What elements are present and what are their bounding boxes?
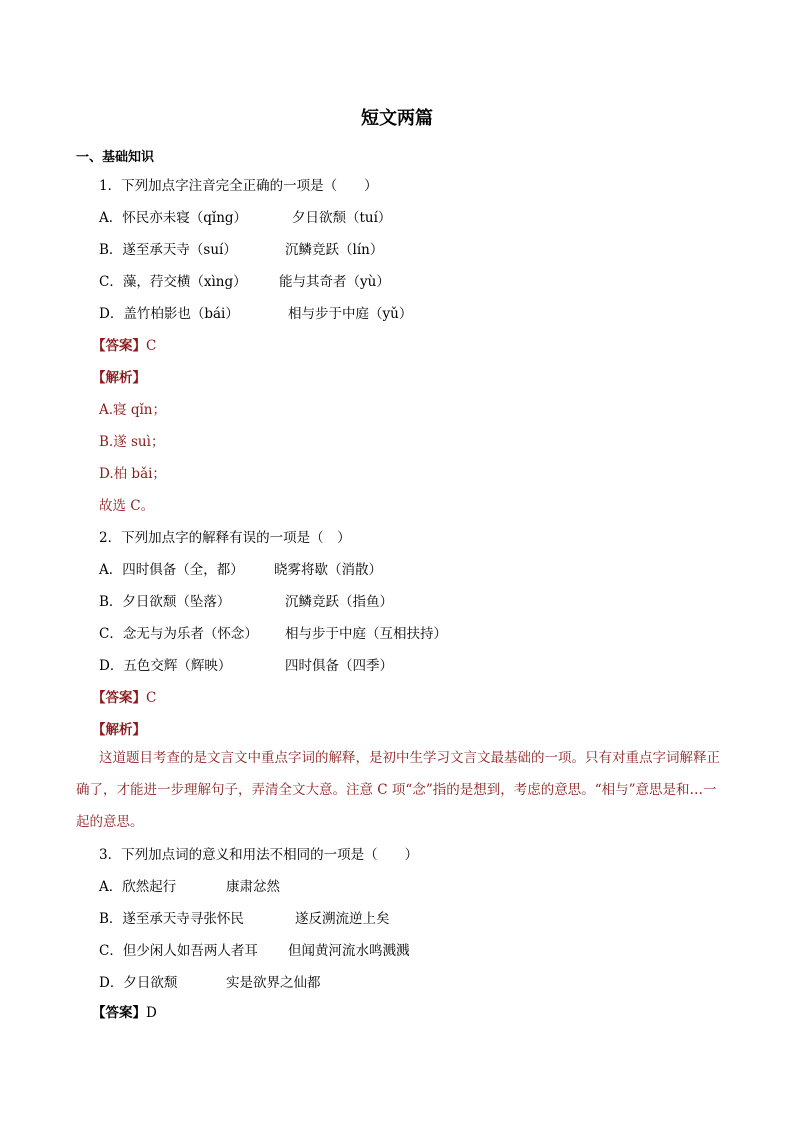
option-left: D．盖竹柏影也（bái） <box>99 306 239 322</box>
answer-value: C <box>146 690 157 706</box>
question-2-option-d <box>99 657 393 675</box>
option-right: 遂反溯流逆上矣 <box>295 911 390 927</box>
answer-label: 【答案】 <box>92 690 146 706</box>
question-1-analysis-line: 故选 C。 <box>99 498 155 514</box>
question-1-option-b <box>99 241 384 259</box>
question-3-option-b <box>99 910 390 928</box>
option-left: D．五色交辉（辉映） <box>99 658 232 674</box>
option-right: 晓雾将歇（消散） <box>274 562 382 578</box>
option-left: A．怀民亦未寝（qǐng） <box>99 210 248 226</box>
option-right: 四时俱备（四季） <box>285 658 393 674</box>
question-1-answer <box>92 337 156 355</box>
option-left: C．念无与为乐者（怀念） <box>99 626 258 642</box>
answer-value: C <box>146 338 157 354</box>
answer-label: 【答案】 <box>92 338 146 354</box>
answer-label: 【答案】 <box>92 1005 146 1021</box>
option-right: 相与步于中庭（互相扶持） <box>285 626 447 642</box>
question-2-stem: 2．下列加点字的解释有误的一项是（ ） <box>99 530 351 546</box>
question-2-option-a <box>99 561 382 579</box>
option-left: C．藻，荇交横（xìng） <box>99 274 247 290</box>
question-1-analysis-line: A.寝 qǐn； <box>99 402 166 418</box>
question-2-option-b <box>99 593 393 611</box>
question-1-analysis-line: D.柏 bǎi； <box>99 466 166 482</box>
question-3-answer <box>92 1004 157 1022</box>
question-2-option-c <box>99 625 447 643</box>
answer-value: D <box>146 1005 157 1021</box>
option-right: 相与步于中庭（yǔ） <box>288 306 413 322</box>
option-right: 沉鳞竞跃（指鱼） <box>285 594 393 610</box>
question-3-option-d <box>99 974 321 992</box>
question-2-analysis-paragraph: 这道题目考查的是文言文中重点字词的解释，是初中生学习文言文最基础的一项。只有对重点字词解释正确了，才能进一步理解句子，弄清全文大意。注意 C 项“念”指的是想到，考虑的意思。“相与”意思是和…一起的意思。 <box>76 750 720 830</box>
option-right: 夕日欲颓（tuí） <box>292 210 392 226</box>
option-left: B．夕日欲颓（坠落） <box>99 594 231 610</box>
option-left: A．欣然起行 <box>99 879 177 895</box>
question-1-option-c <box>99 273 390 291</box>
option-left: D．夕日欲颓 <box>99 975 178 991</box>
option-right: 实是欲界之仙都 <box>226 975 321 991</box>
question-2-answer <box>92 689 156 707</box>
question-1-analysis-line: B.遂 suì； <box>99 434 165 450</box>
question-3-option-c <box>99 942 410 960</box>
question-1-stem: 1．下列加点字注音完全正确的一项是（ ） <box>99 178 378 194</box>
page-title: 短文两篇 <box>361 108 433 129</box>
question-1-option-a <box>99 209 392 227</box>
option-left: B．遂至承天寺寻张怀民 <box>99 911 244 927</box>
question-1-option-d <box>99 305 413 323</box>
option-right: 但闻黄河流水鸣溅溅 <box>288 943 410 959</box>
option-right: 能与其奇者（yù） <box>279 274 390 290</box>
question-1-analysis-label: 【解析】 <box>92 370 146 386</box>
question-3-stem: 3．下列加点词的意义和用法不相同的一项是（ ） <box>99 847 419 863</box>
question-3-option-a <box>99 878 280 896</box>
question-2-analysis-label: 【解析】 <box>92 722 146 738</box>
option-right: 康肃忿然 <box>226 879 280 895</box>
option-right: 沉鳞竞跃（lín） <box>285 242 384 258</box>
option-left: A．四时俱备（全，都） <box>99 562 244 578</box>
option-left: B．遂至承天寺（suí） <box>99 242 237 258</box>
option-left: C．但少闲人如吾两人者耳 <box>99 943 258 959</box>
section-heading: 一、基础知识 <box>76 150 155 165</box>
